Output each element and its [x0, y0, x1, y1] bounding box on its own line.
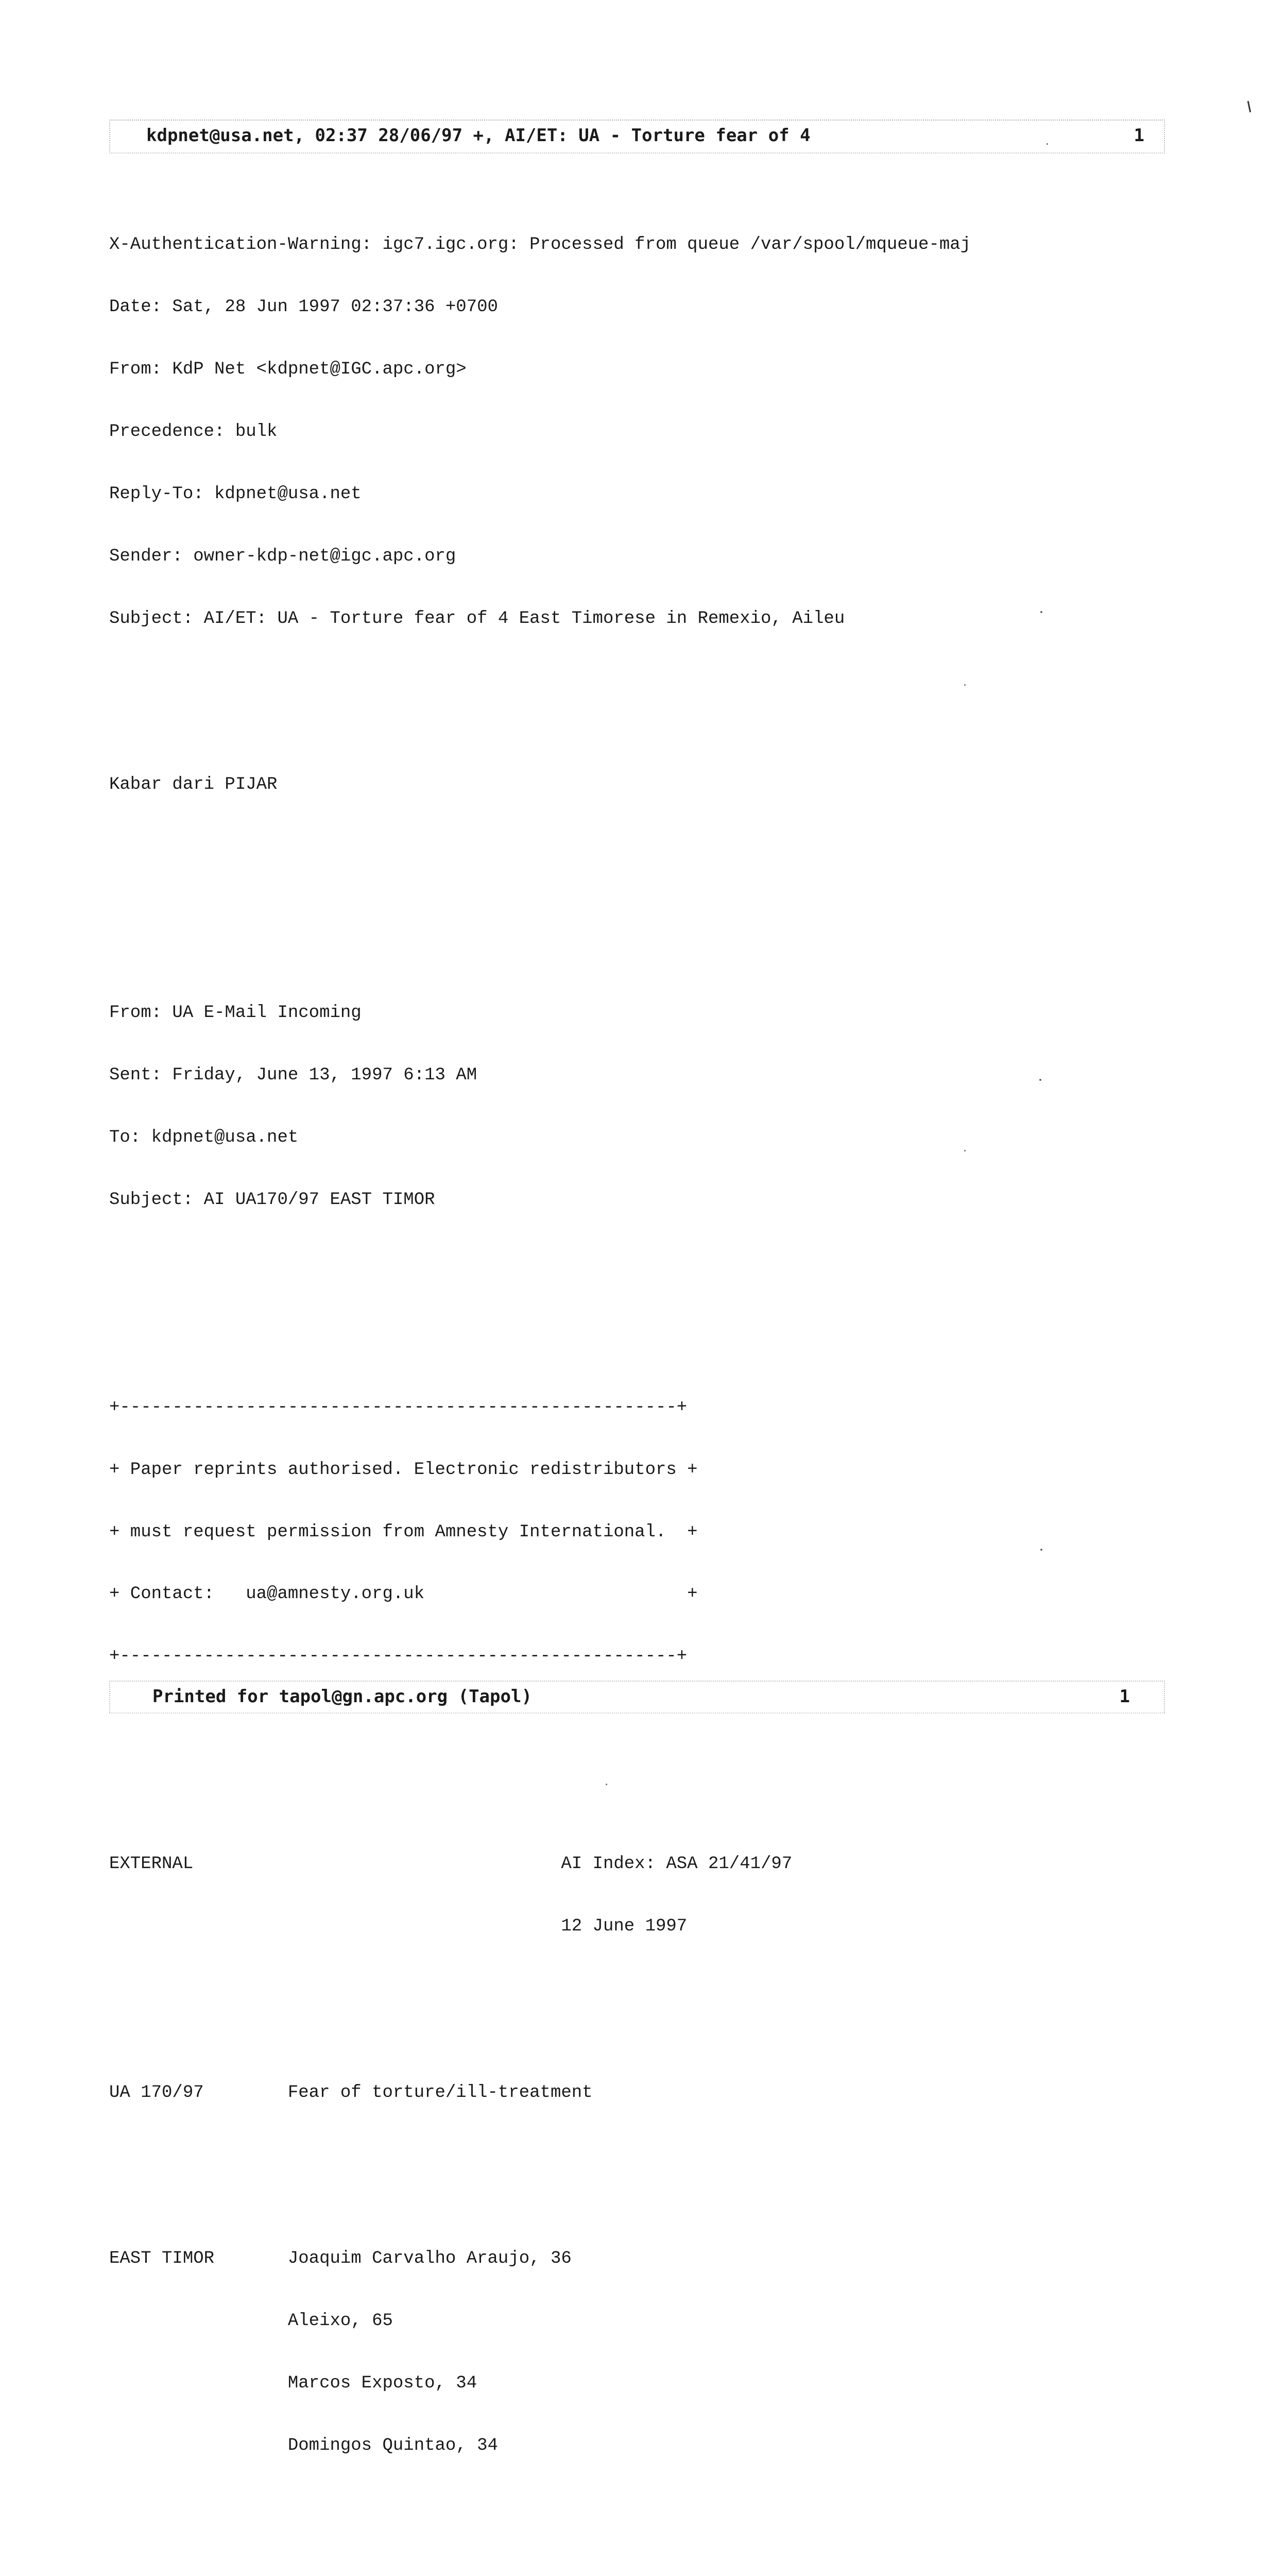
blank-line — [109, 2020, 1160, 2041]
forward-header-line: Sent: Friday, June 13, 1997 6:13 AM — [109, 1065, 477, 1086]
forward-headers — [109, 961, 1160, 1252]
email-header-line: Precedence: bulk — [109, 421, 278, 442]
email-header-line: Sender: owner-kdp-net@igc.apc.org — [109, 546, 456, 566]
names-line: Aleixo, 65 — [109, 2311, 393, 2331]
blank-line — [109, 1293, 1160, 1314]
blank-line — [109, 2539, 1160, 2560]
notice-line: +-----------------------------------------------------+ — [109, 1647, 688, 1667]
email-header-line: X-Authentication-Warning: igc7.igc.org: Processed from queue /var/spool/mqueue-maj — [109, 235, 971, 255]
footer-title: Printed for tapol@gn.apc.org (Tapol) — [152, 1686, 532, 1707]
blank-line — [109, 1750, 1160, 1771]
notice-box — [109, 1355, 1160, 1708]
footer-edge-right — [1164, 1681, 1165, 1713]
header-edge-left — [109, 120, 110, 151]
stray-pen-mark — [1247, 101, 1251, 112]
blank-line — [109, 2145, 1160, 2165]
footer-rule-bottom — [109, 1713, 1165, 1714]
scan-speck — [1039, 1079, 1041, 1081]
print-footer — [109, 1681, 1165, 1713]
blank-line — [109, 837, 1160, 857]
forward-header-line: Subject: AI UA170/97 EAST TIMOR — [109, 1190, 435, 1210]
header-page-number: 1 — [1134, 125, 1144, 146]
print-header — [109, 120, 1165, 151]
message-body — [109, 151, 1160, 2576]
intro-line: Kabar dari PIJAR — [109, 774, 278, 794]
index-line: 12 June 1997 — [109, 1917, 688, 1937]
email-header-line: Subject: AI/ET: UA - Torture fear of 4 East Timorese in Remexio, Aileu — [109, 608, 845, 629]
names-line: Domingos Quintao, 34 — [109, 2435, 498, 2455]
scan-speck — [606, 1784, 607, 1785]
index-line: EXTERNAL AI Index: ASA 21/41/97 — [109, 1854, 793, 1874]
blank-line — [109, 712, 1160, 733]
names-block — [109, 2207, 1160, 2497]
email-header-line: Date: Sat, 28 Jun 1997 02:37:36 +0700 — [109, 297, 498, 317]
notice-line: + Paper reprints authorised. Electronic redistributors + — [109, 1460, 698, 1480]
footer-edge-left — [109, 1681, 110, 1713]
scan-speck — [1047, 143, 1048, 145]
scan-speck — [1040, 1549, 1042, 1551]
email-header-line: Reply-To: kdpnet@usa.net — [109, 484, 362, 504]
forward-header-line: From: UA E-Mail Incoming — [109, 1003, 362, 1023]
scan-speck — [1040, 611, 1042, 613]
blank-line — [109, 899, 1160, 920]
names-line: Marcos Exposto, 34 — [109, 2373, 477, 2393]
notice-line: + must request permission from Amnesty International. + — [109, 1522, 698, 1542]
email-header-line: From: KdP Net <kdpnet@IGC.apc.org> — [109, 359, 467, 379]
header-edge-right — [1164, 120, 1165, 151]
names-line: EAST TIMOR Joaquim Carvalho Araujo, 36 — [109, 2248, 572, 2268]
ua-line: UA 170/97 Fear of torture/ill-treatment — [109, 2082, 593, 2103]
forward-header-line: To: kdpnet@usa.net — [109, 1127, 299, 1147]
notice-line: + Contact: ua@amnesty.org.uk + — [109, 1584, 698, 1604]
scan-speck — [964, 1150, 966, 1151]
index-block — [109, 1812, 1160, 1978]
notice-line: +-----------------------------------------------------+ — [109, 1397, 688, 1417]
footer-page-number: 1 — [1119, 1686, 1130, 1707]
header-title: kdpnet@usa.net, 02:37 28/06/97 +, AI/ET: UA - Torture fear of 4 — [146, 125, 811, 146]
email-headers — [109, 193, 1160, 671]
scan-speck — [964, 684, 966, 686]
